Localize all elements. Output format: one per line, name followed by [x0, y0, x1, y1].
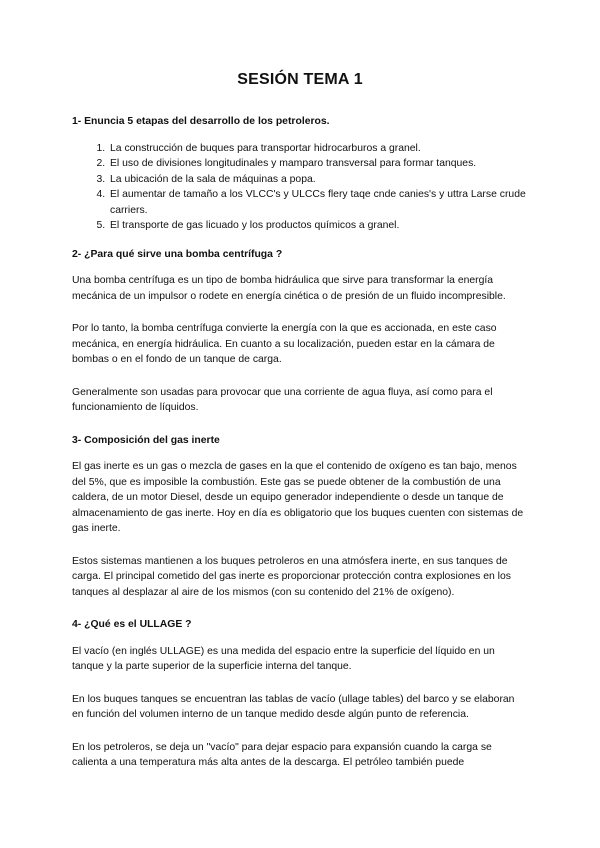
list-item: 5. El transporte de gas licuado y los productos químicos a granel.: [108, 218, 528, 234]
section-2: [72, 247, 528, 416]
paragraph: En los petroleros, se deja un "vacío" para dejar espacio para expansión cuando la carga se calienta a una temperatura más alta antes de la descarga. El petróleo también puede: [72, 741, 492, 768]
section-heading: 2- ¿Para qué sirve una bomba centrífuga ?: [72, 248, 283, 260]
list-item: 1. La construcción de buques para transportar hidrocarburos a granel.: [108, 141, 528, 157]
list-item: 2. El uso de divisiones longitudinales y mamparo transversal para formar tanques.: [108, 156, 528, 172]
paragraph: En los buques tanques se encuentran las tablas de vacío (ullage tables) del barco y se elaboran en función del volumen interno de un tanque medido desde algún punto de referencia.: [72, 693, 515, 720]
paragraph: Una bomba centrífuga es un tipo de bomba hidráulica que sirve para transformar la energía mecánica de un impulsor o rodete en energía cinética o de presión de un fluido incompresible.: [72, 275, 506, 302]
section-1: [72, 114, 528, 234]
paragraph: Generalmente son usadas para provocar que una corriente de agua fluya, así como para el funcionamiento de líquidos.: [72, 386, 493, 413]
section-3: [72, 433, 528, 601]
paragraph: Estos sistemas mantienen a los buques petroleros en una atmósfera inerte, en sus tanques de carga. El principal cometido del gas inerte es proporcionar protección contra explosiones en los tanques al desplazar al aire de los mismos (con su contenido del 21% de oxígeno).: [72, 555, 511, 598]
stages-list: [72, 141, 528, 234]
section-heading: 3- Composición del gas inerte: [72, 434, 220, 446]
paragraph: Por lo tanto, la bomba centrífuga convierte la energía con la que es accionada, en este caso mecánica, en energía hidráulica. En cuanto a su localización, pueden estar en la cámara de bombas o en el fondo de un tanque de carga.: [72, 323, 497, 365]
paragraph: El gas inerte es un gas o mezcla de gases en la que el contenido de oxígeno es tan bajo, menos del 5%, que es imposible la combustión. Este gas se puede obtener de la combustión de una caldera, de un motor Diesel, desde un equipo generador independiente o desde un tanque de almacenamiento de gas inerte. Hoy en día es obligatorio que los buques cuenten con sistemas de gas inerte.: [72, 461, 524, 534]
list-item: 4. El aumentar de tamaño a los VLCC's y ULCCs flery taqe cnde canies's y uttra Larse crude carriers.: [108, 187, 528, 218]
section-4: [72, 617, 528, 771]
section-heading: 1- Enuncia 5 etapas del desarrollo de los petroleros.: [72, 116, 330, 127]
section-heading: 4- ¿Qué es el ULLAGE ?: [72, 619, 192, 630]
list-item: 3. La ubicación de la sala de máquinas a popa.: [108, 172, 528, 188]
document-title: SESIÓN TEMA 1: [237, 71, 363, 88]
paragraph: El vacío (en inglés ULLAGE) es una medida del espacio entre la superficie del líquido en un tanque y la parte superior de la superficie interna del tanque.: [72, 645, 495, 672]
